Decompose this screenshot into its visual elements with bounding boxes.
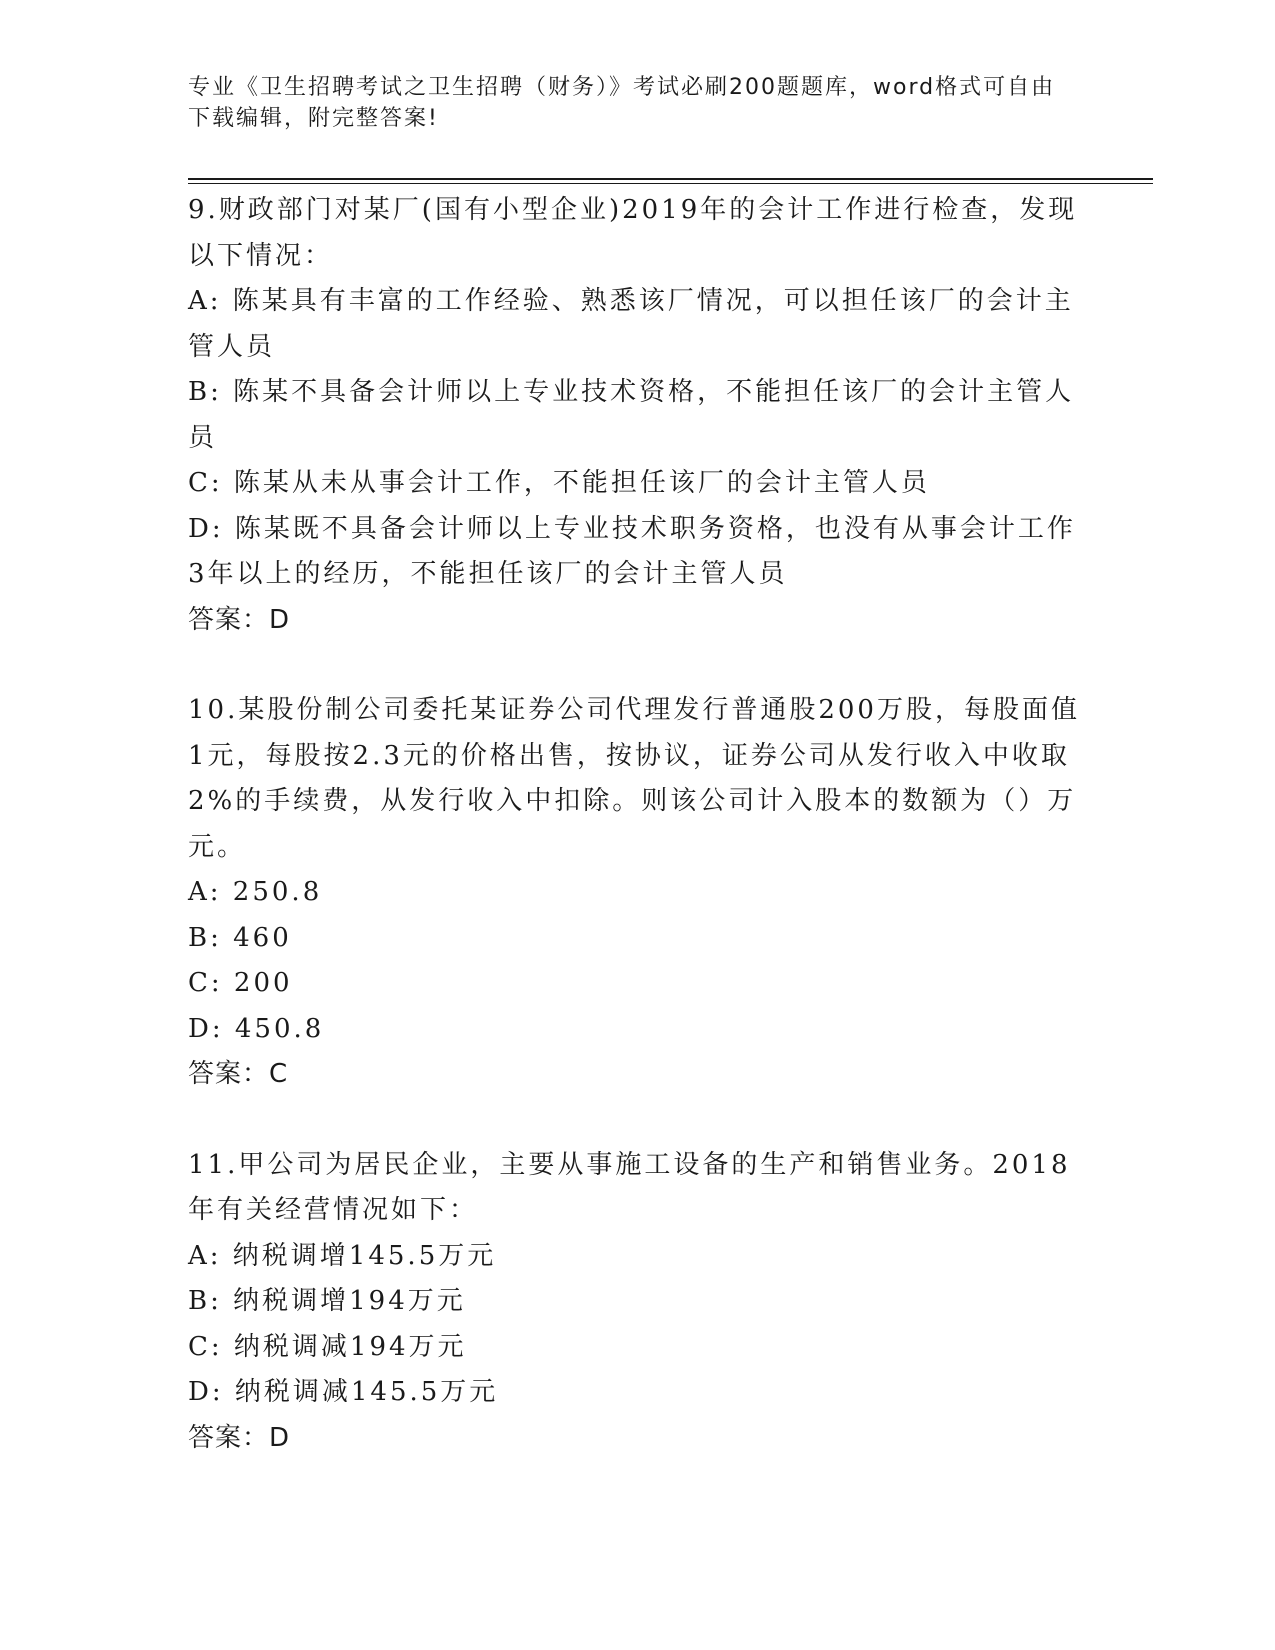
option-b: B: 纳税调增194万元 xyxy=(188,1286,466,1316)
option-a: A: 250.8 xyxy=(188,877,323,907)
answer-line: 答案：D xyxy=(188,1422,291,1453)
header-rule xyxy=(188,178,1153,180)
question-stem: 11.甲公司为居民企业，主要从事施工设备的生产和销售业务。2018年有关经营情况如下： xyxy=(188,1149,1071,1225)
option-d: D: 纳税调减145.5万元 xyxy=(188,1377,499,1407)
option-d: D: 450.8 xyxy=(188,1013,325,1044)
option-c: C: 200 xyxy=(188,968,293,998)
option-c: C: 陈某从未从事会计工作，不能担任该厂的会计主管人员 xyxy=(188,468,930,498)
question-stem: 9.财政部门对某厂(国有小型企业)2019年的会计工作进行检查，发现以下情况： xyxy=(188,195,1078,271)
answer-line: 答案：D xyxy=(188,604,291,635)
option-b: B: 陈某不具备会计师以上专业技术资格，不能担任该厂的会计主管人员 xyxy=(188,377,1075,453)
question-9 xyxy=(188,188,1093,643)
option-a: A: 陈某具有丰富的工作经验、熟悉该厂情况，可以担任该厂的会计主管人员 xyxy=(188,286,1074,362)
question-stem: 10.某股份制公司委托某证券公司代理发行普通股200万股，每股面值1元，每股按2.3元的价格出售，按协议，证券公司从发行收入中收取2%的手续费，从发行收入中扣除。则该公司计入股本的数额为（）万元。 xyxy=(188,695,1080,862)
header-rule-thin xyxy=(188,183,1153,184)
option-b: B: 460 xyxy=(188,922,292,953)
question-10 xyxy=(188,688,1093,1098)
option-a: A: 纳税调增145.5万元 xyxy=(188,1240,497,1271)
question-11 xyxy=(188,1143,1093,1462)
page-header: 专业《卫生招聘考试之卫生招聘（财务）》考试必刷200题题库，word格式可自由下载编辑，附完整答案! xyxy=(188,75,1056,131)
option-c: C: 纳税调减194万元 xyxy=(188,1331,467,1362)
answer-line: 答案：C xyxy=(188,1059,289,1089)
question-gap xyxy=(188,643,1093,688)
option-d: D: 陈某既不具备会计师以上专业技术职务资格，也没有从事会计工作3年以上的经历，不能担任该厂的会计主管人员 xyxy=(188,513,1076,589)
question-gap xyxy=(188,1098,1093,1143)
question-list xyxy=(188,188,1093,1461)
